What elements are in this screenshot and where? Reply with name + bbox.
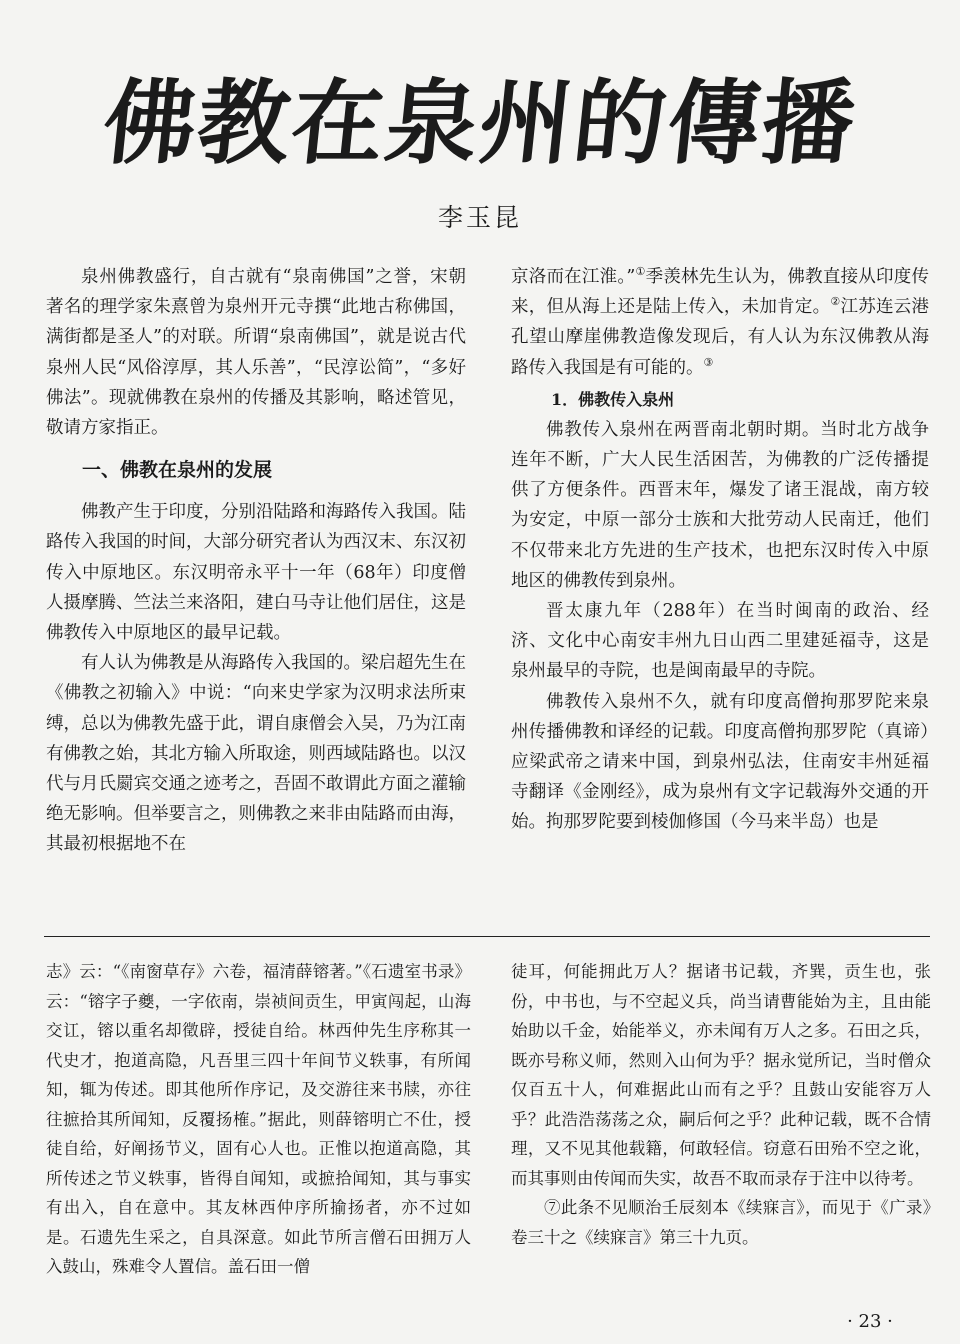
paragraph: 佛教产生于印度，分别沿陆路和海路传入我国。陆路传入我国的时间，大部分研究者认为西汉末、东汉初传入中原地区。东汉明帝永平十一年（68年）印度僧人摄摩腾、竺法兰来洛阳，建白马寺让他们居住，这是佛教传入中原地区的最早记载。 — [46, 502, 466, 644]
paragraph: 有人认为佛教是从海路传入我国的。梁启超先生在《佛教之初输入》中说：“向来史学家为汉明求法所束缚，总以为佛教先盛于此，谓自康僧会入吴，乃为江南有佛教之始，其北方输入所取途，则西域陆路也。以汉代与月氏罽宾交通之迹考之，吾固不敢谓此方面之灌输绝无影响。但举要言之，则佛教之来非由陆路而由海，其最初根据地不在 — [46, 653, 466, 855]
subsection-heading: 1．佛教传入泉州 — [551, 389, 675, 409]
footnote-marker: ③ — [703, 355, 714, 369]
text-run: 京洛而在江淮。” — [511, 267, 636, 287]
footnote-left — [46, 957, 471, 1282]
article-title: 佛教在泉州的傳播 — [98, 69, 862, 177]
left-column — [46, 262, 466, 860]
paragraph: 泉州佛教盛行，自古就有“泉南佛国”之誉，宋朝著名的理学家朱熹曾为泉州开元寺撰“此地古称佛国，满街都是圣人”的对联。所谓“泉南佛国”，就是说古代泉州人民“风俗淳厚，其人乐善”，“民淳讼简”，“多好佛法”。现就佛教在泉州的传播及其影响，略述管见，敬请方家指正。 — [46, 267, 466, 439]
footnote-right — [511, 957, 931, 1252]
article-author: 李玉昆 — [437, 203, 522, 232]
footnote-text: 志》云：“《南窗草存》六卷，福清薛镕著。”《石遗室书录》云：“镕字子夔，一字依南，崇祯间贡生，甲寅闯起，山海交讧，镕以重名却徵辟，授徒自给。林西仲先生序称其一代史才，抱道高隐，凡吾里三四十年间节义轶事，有所闻知，辄为传述。即其他所作序记，及交游往来书牍，亦往往摭拾其所闻知，反覆扬榷。”据此，则薛镕明亡不仕，授徒自给，好阐扬节义，固有心人也。正惟以抱道高隐，其所传述之节义轶事，皆得自闻知，或摭拾闻知，其与事实有出入，自在意中。其友林西仲序所揄扬者，亦不过如是。石遗先生采之，自具深意。如此节所言僧石田拥万人入鼓山，殊难令人置信。盖石田一僧 — [46, 962, 471, 1276]
section-heading: 一、佛教在泉州的发展 — [82, 459, 273, 482]
right-column — [511, 262, 929, 838]
footnote-marker: ① — [635, 265, 646, 279]
text-run: 江苏连云港孔望山摩崖佛教造像发现后，有人认为东汉佛教从海路传入我国是有可能的。 — [511, 297, 929, 378]
paragraph: 佛教传入泉州在两晋南北朝时期。当时北方战争连年不断，广大人民生活困苦，为佛教的广泛传播提供了方便条件。西晋末年，爆发了诸王混战，南方较为安定，中原一部分士族和大批劳动人民南迁，他们不仅带来北方先进的生产技术，也把东汉时传入中原地区的佛教传到泉州。 — [511, 419, 929, 591]
paragraph: 晋太康九年（288年）在当时闽南的政治、经济、文化中心南安丰州九日山西二里建延福寺，这是泉州最早的寺院，也是闽南最早的寺院。 — [511, 601, 929, 682]
paragraph — [511, 262, 929, 383]
text-run: 季羡林先生认为，佛教直接从印度传来，但从海上还是陆上传入，未加肯定。 — [511, 267, 929, 318]
footnote-marker: ② — [830, 295, 841, 309]
footnote-text: ⑦此条不见顺治壬辰刻本《续寐言》，而见于《广录》卷三十之《续寐言》第三十九页。 — [511, 1198, 931, 1247]
footnote-text: 徒耳，何能拥此万人？据诸书记载，齐巽，贡生也，张份，中书也，与不空起义兵，尚当请曹能始为主，且由能始助以千金，始能举义，亦未闻有万人之多。石田之兵，既亦号称义师，然则入山何为乎？据永觉所记，当时僧众仅百五十人，何难据此山而有之乎？且鼓山安能容万人乎？此浩浩荡荡之众，嗣后何之乎？此种记载，既不合情理，又不见其他载籍，何敢轻信。窃意石田殆不空之讹，而其事则由传闻而失实，故吾不取而录存于注中以待考。 — [511, 962, 931, 1188]
page-number: · 23 · — [847, 1311, 893, 1332]
footnote-divider — [44, 936, 930, 937]
paragraph: 佛教传入泉州不久，就有印度高僧拘那罗陀来泉州传播佛教和译经的记载。印度高僧拘那罗陀（真谛）应梁武帝之请来中国，到泉州弘法，住南安丰州延福寺翻译《金刚经》，成为泉州有文字记载海外交通的开始。拘那罗陀要到棱伽修国（今马来半岛）也是 — [511, 691, 929, 833]
